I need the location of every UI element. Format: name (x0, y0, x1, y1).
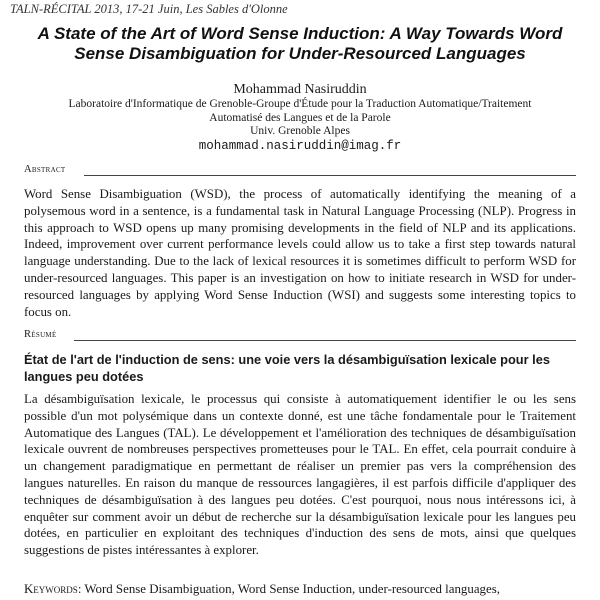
resume-rule (74, 340, 576, 341)
running-head: TALN-RÉCITAL 2013, 17-21 Juin, Les Sables d'Olonne (10, 2, 288, 16)
abstract-text: Word Sense Disambiguation (WSD), the process of automatically identifying the meaning of a polysemous word in a sentence, is a fundamental task in Natural Language Processing (NLP). Progress in this approach to WSD opens up many promising developments in the field of NLP and its applications. Indeed, improvement over current performance levels could allow us to take a first step towards natural language understanding. Due to the lack of lexical resources it is sometimes difficult to perform WSD for under-resourced languages. This paper is an investigation on how to initiate research in WSD for under-resourced languages by applying Word Sense Induction (WSI) and suggests some interesting topics to focus on. (24, 187, 576, 319)
resume-title: État de l'art de l'induction de sens: une voie vers la désambiguïsation lexicale pour les langues peu dotées (24, 352, 550, 384)
paper-title: A State of the Art of Word Sense Induction: A Way Towards Word Sense Disambiguation for Under-Resourced Languages (37, 24, 563, 63)
author-name: Mohammad Nasiruddin (233, 82, 367, 97)
keywords-label: Keywords (24, 582, 78, 596)
affiliation-line-2: Automatisé des Langues et de la Parole (209, 111, 391, 124)
affiliation-line-3: Univ. Grenoble Alpes (250, 125, 350, 137)
affiliation (10, 98, 590, 139)
abstract-label: Abstract (24, 164, 66, 175)
resume-label: Résumé (24, 329, 57, 340)
keywords-text: Word Sense Disambiguation, Word Sense Induction, under-resourced languages, (84, 582, 500, 596)
affiliation-line-1: Laboratoire d'Informatique de Grenoble-Groupe d'Étude pour la Traduction Automatique/Traitement (68, 98, 532, 110)
keywords-separator: : (77, 582, 85, 596)
abstract-rule (84, 175, 576, 176)
resume-text: La désambiguïsation lexicale, le processus qui consiste à automatiquement identifier le ou les sens possible d'un mot polysémique dans un contexte donné, est une tâche fondamentale pour le Traitement Automatique des Langues (TAL). Le développement et l'amélioration des techniques de désambiguïsation lexicale ouvrent de nombreuses perspectives prometteuses pour le TAL. En effet, cela pourrait conduire à un changement paradigmatique en permettant de réaliser un premier pas vers la compréhension des langues naturelles. En raison du manque de ressources langagières, il est parfois difficile d'appliquer des techniques de désambiguïsation à des langues peu dotées. C'est pourquoi, nous nous intéressons ici, à enquêter sur comment avoir un début de recherche sur la désambiguïsation lexicale pour les langues peu dotées, en particulier en exploitant des techniques d'induction des sens de mots, ainsi que quelques suggestions de pistes intéressantes à explorer. (24, 392, 576, 558)
keywords-line (24, 582, 584, 597)
author-email: mohammad.nasiruddin@imag.fr (198, 139, 402, 153)
